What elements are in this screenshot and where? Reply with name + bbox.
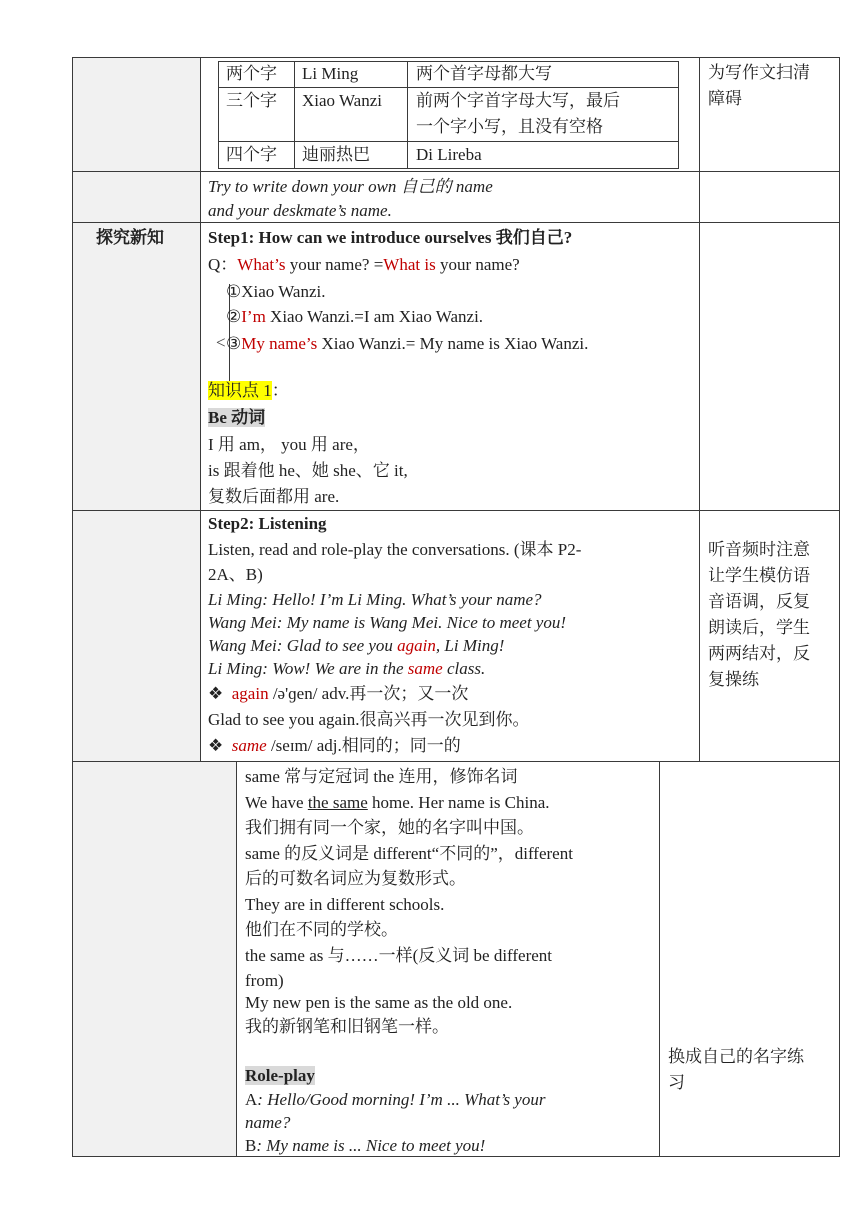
same-usage-line: They are in different schools.	[245, 895, 445, 914]
label-cell-1	[73, 58, 200, 171]
be-verb-rule: 复数后面都用 are.	[208, 487, 340, 506]
section5-note: 习	[668, 1073, 685, 1092]
same-usage-line: 我们拥有同一个家，她的名字叫中国。	[245, 818, 534, 837]
section4-note: 两两结对，反	[708, 644, 810, 663]
dialogue-line: Li Ming: Hello! I’m Li Ming. What’s your name?	[208, 590, 542, 609]
name-table-chars: 三个字	[226, 91, 277, 110]
same-usage-line: the same as 与……一样(反义词 be different	[245, 946, 553, 965]
same-usage-line: 他们在不同的学校。	[245, 920, 398, 939]
name-table-rule: 一个字小写，且没有空格	[416, 117, 603, 136]
write-name-line: and your deskmate’s name.	[208, 201, 392, 220]
label-cell-5	[73, 762, 236, 1156]
name-table-chars: 四个字	[226, 145, 277, 164]
table-border	[236, 761, 237, 1157]
section4-note: 朗读后，学生	[708, 618, 810, 637]
table-border	[73, 510, 840, 511]
vocab-again: ❖ again /ə'ɡen/ adv.再一次；又一次	[208, 684, 469, 703]
name-table-name: Li Ming	[302, 64, 359, 83]
name-table-rule: Di Lireba	[416, 145, 482, 164]
table-border	[659, 761, 660, 1157]
inner-table-border	[218, 168, 679, 169]
section4-note: 复操练	[708, 670, 759, 689]
dialogue-line: Li Ming: Wow! We are in the same class.	[208, 659, 486, 678]
table-border	[73, 761, 840, 762]
name-table-name: Xiao Wanzi	[302, 91, 382, 110]
vocab-example: Glad to see you again.很高兴再一次见到你。	[208, 710, 530, 729]
same-usage-line: same 常与定冠词 the 连用，修饰名词	[245, 767, 518, 786]
bullet-icon: ❖	[208, 736, 224, 755]
answer-option: ①Xiao Wanzi.	[226, 282, 326, 301]
be-verb-title: Be 动词	[208, 408, 266, 427]
section4-note: 听音频时注意	[708, 540, 810, 559]
same-usage-line: from)	[245, 971, 284, 990]
write-name-line: Try to write down your own 自己的 name	[208, 177, 493, 196]
table-border	[200, 57, 201, 762]
table-border	[73, 171, 840, 172]
same-usage-line: 后的可数名词应为复数形式。	[245, 869, 466, 888]
question-line: Q：What’s your name? =What is your name?	[208, 255, 520, 274]
listening-instruction: Listen, read and role-play the conversations. (课本 P2-	[208, 540, 582, 559]
dialogue-line: Wang Mei: My name is Wang Mei. Nice to meet you!	[208, 613, 567, 632]
section1-note: 为写作文扫清	[708, 63, 810, 82]
knowledge-point-label: 知识点 1：	[208, 381, 289, 400]
name-table-name: 迪丽热巴	[302, 145, 370, 164]
role-play-line: B: My name is ... Nice to meet you!	[245, 1136, 486, 1155]
same-usage-line: same 的反义词是 different“不同的”，different	[245, 844, 573, 863]
answer-option: ③My name’s Xiao Wanzi.= My name is Xiao Wanzi.	[226, 334, 589, 353]
name-table-rule: 两个首字母都大写	[416, 64, 552, 83]
name-table-rule: 前两个字首字母大写，最后	[416, 91, 620, 110]
inner-table-border	[218, 141, 679, 142]
table-border	[73, 57, 840, 58]
name-table-chars: 两个字	[226, 64, 277, 83]
inner-table-border	[294, 61, 295, 169]
section1-note: 障碍	[708, 89, 742, 108]
same-usage-line: 我的新钢笔和旧钢笔一样。	[245, 1017, 449, 1036]
table-border	[839, 57, 840, 1157]
same-usage-line: My new pen is the same as the old one.	[245, 993, 513, 1012]
section5-note: 换成自己的名字练	[668, 1047, 804, 1066]
same-usage-line: We have the same home. Her name is China.	[245, 793, 550, 812]
be-verb-rule: I 用 am， you 用 are，	[208, 435, 370, 454]
inner-table-border	[678, 61, 679, 169]
label-cell-3	[73, 223, 200, 510]
bracket-tip: <	[216, 333, 226, 352]
table-border	[73, 222, 840, 223]
table-border	[699, 57, 700, 762]
be-verb-rule: is 跟着他 he、她 she、它 it,	[208, 461, 408, 480]
inner-table-border	[218, 61, 679, 62]
inner-table-border	[218, 61, 219, 169]
section-label: 探究新知	[96, 228, 164, 247]
vocab-same: ❖ same /seɪm/ adj.相同的；同一的	[208, 736, 461, 755]
role-play-line: A: Hello/Good morning! I’m ... What’s your	[245, 1090, 546, 1109]
role-play-title: Role-play	[245, 1066, 315, 1085]
section4-note: 音语调，反复	[708, 592, 810, 611]
role-play-line: name?	[245, 1113, 291, 1132]
label-cell-4	[73, 511, 200, 761]
step2-title: Step2: Listening	[208, 514, 327, 533]
dialogue-line: Wang Mei: Glad to see you again, Li Ming!	[208, 636, 505, 655]
inner-table-border	[218, 87, 679, 88]
inner-table-border	[407, 61, 408, 169]
bullet-icon: ❖	[208, 684, 224, 703]
label-cell-2	[73, 172, 200, 222]
listening-instruction: 2A、B)	[208, 565, 263, 584]
step1-title: Step1: How can we introduce ourselves 我们自己?	[208, 228, 573, 247]
answer-option: ②I’m Xiao Wanzi.=I am Xiao Wanzi.	[226, 307, 484, 326]
table-border	[72, 57, 73, 1157]
section4-note: 让学生模仿语	[708, 566, 810, 585]
